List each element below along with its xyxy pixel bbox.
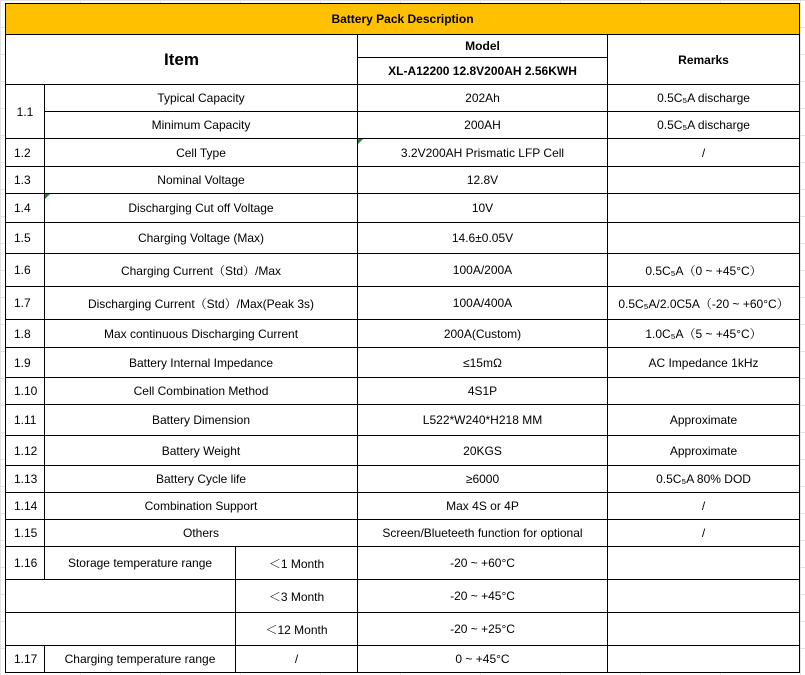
row-value: 3.2V200AH Prismatic LFP Cell — [358, 139, 608, 167]
model-label: Model — [358, 35, 608, 58]
row-item: Discharging Current（Std）/Max(Peak 3s) — [45, 287, 358, 320]
row-item: Discharging Cut off Voltage — [45, 194, 358, 223]
row-remark: Approximate — [608, 405, 800, 436]
row-item: Battery Weight — [45, 436, 358, 466]
row-item: Nominal Voltage — [45, 167, 358, 194]
row-number: 1.15 — [6, 520, 45, 547]
row-item: Cell Type — [45, 139, 358, 167]
charging-temp-label: Charging temperature range — [45, 646, 236, 673]
row-number: 1.7 — [6, 287, 45, 320]
row-number: 1.13 — [6, 466, 45, 493]
row-remark: AC Impedance 1kHz — [608, 348, 800, 378]
row-value: 202Ah — [358, 85, 608, 112]
charging-temp-period: / — [236, 646, 358, 673]
remarks-header: Remarks — [608, 35, 800, 85]
item-header: Item — [6, 35, 358, 85]
row-number: 1.2 — [6, 139, 45, 167]
row-remark: 0.5C₅A 80% DOD — [608, 466, 800, 493]
row-remark — [608, 547, 800, 580]
row-item: Combination Support — [45, 493, 358, 520]
row-value: 100A/200A — [358, 254, 608, 287]
row-value: ≤15mΩ — [358, 348, 608, 378]
storage-period: ＜1 Month — [236, 547, 358, 580]
row-remark — [608, 580, 800, 613]
row-remark — [608, 646, 800, 673]
model-value: XL-A12200 12.8V200AH 2.56KWH — [358, 58, 608, 85]
row-item: Battery Dimension — [45, 405, 358, 436]
row-remark: Approximate — [608, 436, 800, 466]
row-number: 1.9 — [6, 348, 45, 378]
row-remark: 1.0C₅A（5 ~ +45°C） — [608, 320, 800, 348]
row-item: Charging Voltage (Max) — [45, 223, 358, 254]
row-value: 10V — [358, 194, 608, 223]
row-remark — [608, 223, 800, 254]
row-item: Max continuous Discharging Current — [45, 320, 358, 348]
row-number: 1.4 — [6, 194, 45, 223]
storage-period: ＜12 Month — [236, 613, 358, 646]
row-number: 1.1 — [6, 85, 45, 139]
row-value: L522*W240*H218 MM — [358, 405, 608, 436]
row-number: 1.8 — [6, 320, 45, 348]
row-value: 200A(Custom) — [358, 320, 608, 348]
row-remark: / — [608, 493, 800, 520]
row-item: Others — [45, 520, 358, 547]
row-number: 1.12 — [6, 436, 45, 466]
row-number: 1.17 — [6, 646, 45, 673]
row-item: Cell Combination Method — [45, 378, 358, 405]
row-remark — [608, 167, 800, 194]
row-remark: 0.5C₅A discharge — [608, 112, 800, 139]
storage-temp-value: -20 ~ +25°C — [358, 613, 608, 646]
row-number: 1.11 — [6, 405, 45, 436]
charging-temp-value: 0 ~ +45°C — [358, 646, 608, 673]
row-item: Battery Internal Impedance — [45, 348, 358, 378]
storage-period: ＜3 Month — [236, 580, 358, 613]
row-value: 200AH — [358, 112, 608, 139]
row-number: 1.6 — [6, 254, 45, 287]
row-value: ≥6000 — [358, 466, 608, 493]
row-item: Charging Current（Std）/Max — [45, 254, 358, 287]
row-number: 1.3 — [6, 167, 45, 194]
row-remark — [608, 194, 800, 223]
table-title: Battery Pack Description — [6, 4, 800, 35]
row-number: 1.16 — [6, 547, 45, 580]
empty-cell — [6, 580, 236, 613]
battery-spec-table — [5, 3, 800, 673]
row-remark: 0.5C₅A（0 ~ +45°C） — [608, 254, 800, 287]
row-remark: 0.5C₅A discharge — [608, 85, 800, 112]
row-remark — [608, 613, 800, 646]
row-remark — [608, 378, 800, 405]
row-remark: 0.5C₅A/2.0C5A（-20 ~ +60°C） — [608, 287, 800, 320]
row-value: 20KGS — [358, 436, 608, 466]
row-item: Typical Capacity — [45, 85, 358, 112]
storage-temp-label: Storage temperature range — [45, 547, 236, 580]
row-value: 12.8V — [358, 167, 608, 194]
row-item: Minimum Capacity — [45, 112, 358, 139]
empty-cell — [6, 613, 236, 646]
row-number: 1.5 — [6, 223, 45, 254]
row-value: Max 4S or 4P — [358, 493, 608, 520]
row-number: 1.14 — [6, 493, 45, 520]
row-value: 100A/400A — [358, 287, 608, 320]
storage-temp-value: -20 ~ +45°C — [358, 580, 608, 613]
storage-temp-value: -20 ~ +60°C — [358, 547, 608, 580]
row-value: 4S1P — [358, 378, 608, 405]
row-item: Battery Cycle life — [45, 466, 358, 493]
row-remark: / — [608, 139, 800, 167]
row-remark: / — [608, 520, 800, 547]
row-value: Screen/Blueteeth function for optional — [358, 520, 608, 547]
row-value: 14.6±0.05V — [358, 223, 608, 254]
row-number: 1.10 — [6, 378, 45, 405]
